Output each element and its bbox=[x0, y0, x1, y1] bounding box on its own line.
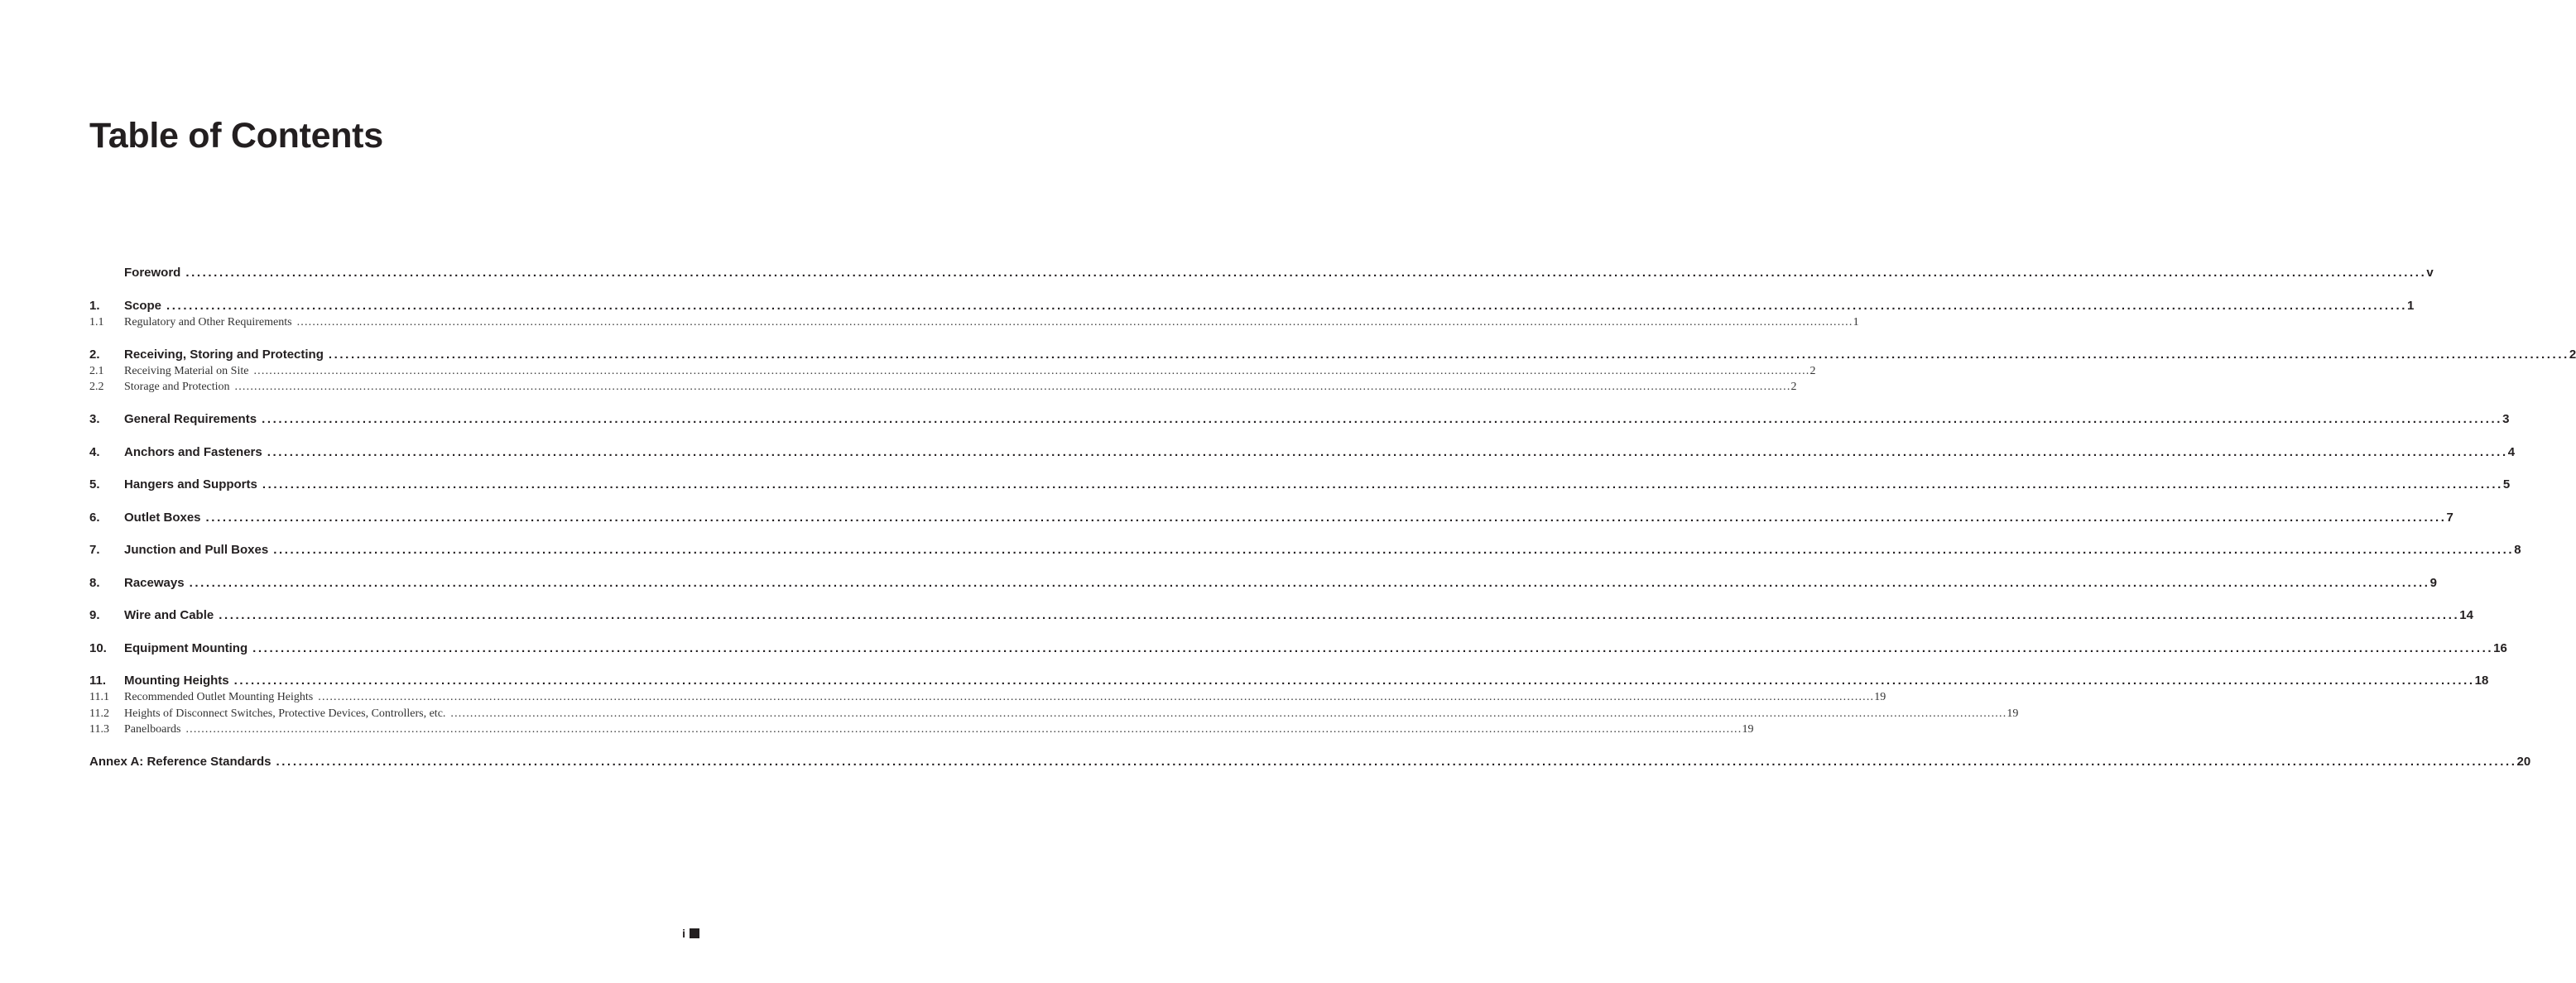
toc-entry-page: 3 bbox=[2502, 412, 2510, 426]
toc-section-entry[interactable] bbox=[89, 477, 2511, 493]
toc-entry-number: 1.1 bbox=[89, 315, 104, 328]
dot-leader: ................................................................................................................................................................................................................................................................................................................................................................................................................ bbox=[219, 608, 2460, 622]
toc-entry-page: 19 bbox=[1742, 723, 1754, 736]
dot-leader: ................................................................................................................................................................................................................................................................................................................................................................................................................ bbox=[450, 707, 2007, 720]
toc-entry-number: 2.2 bbox=[89, 381, 104, 393]
toc-subsection-entry[interactable] bbox=[89, 722, 1754, 738]
toc-entry-page: 14 bbox=[2459, 608, 2473, 622]
toc-entry-number: 11. bbox=[89, 674, 107, 688]
toc-entry-number: 11.3 bbox=[89, 723, 109, 736]
toc-entry-title: Heights of Disconnect Switches, Protective Devices, Controllers, etc. bbox=[124, 707, 446, 720]
toc-section-entry[interactable] bbox=[89, 265, 2434, 281]
toc-entry-title: Storage and Protection bbox=[124, 381, 230, 393]
toc-entry-title: Anchors and Fasteners bbox=[124, 444, 262, 459]
dot-leader: ................................................................................................................................................................................................................................................................................................................................................................................................................ bbox=[328, 347, 2569, 362]
toc-entry-page: 8 bbox=[2514, 543, 2521, 557]
dot-leader: ................................................................................................................................................................................................................................................................................................................................................................................................................ bbox=[273, 543, 2515, 557]
dot-leader: ................................................................................................................................................................................................................................................................................................................................................................................................................ bbox=[185, 266, 2427, 280]
dot-leader: ................................................................................................................................................................................................................................................................................................................................................................................................................ bbox=[233, 674, 2475, 688]
toc-entry-page: 1 bbox=[2407, 298, 2415, 313]
toc-entry-title: Receiving Material on Site bbox=[124, 364, 249, 377]
toc-entry-page: v bbox=[2426, 266, 2434, 280]
toc-entry-page: 19 bbox=[1874, 691, 1886, 703]
table-of-contents bbox=[89, 265, 2576, 770]
toc-entry-title: Scope bbox=[124, 298, 162, 313]
toc-entry-page: 2 bbox=[2569, 347, 2576, 362]
toc-entry-page: 9 bbox=[2429, 575, 2437, 590]
toc-entry-page: 16 bbox=[2493, 640, 2507, 655]
toc-entry-number: 10. bbox=[89, 640, 107, 655]
toc-subsection-entry[interactable] bbox=[89, 379, 1797, 396]
toc-entry-title: Annex A: Reference Standards bbox=[89, 755, 272, 769]
toc-section-entry[interactable] bbox=[89, 607, 2473, 624]
toc-entry-number: 7. bbox=[89, 543, 100, 557]
toc-entry-page: 2 bbox=[1790, 381, 1797, 393]
toc-entry-title: Mounting Heights bbox=[124, 674, 229, 688]
page-footer bbox=[682, 927, 699, 940]
dot-leader: ................................................................................................................................................................................................................................................................................................................................................................................................................ bbox=[252, 640, 2494, 655]
toc-subsection-entry[interactable] bbox=[89, 689, 1886, 706]
toc-entry-title: Receiving, Storing and Protecting bbox=[124, 347, 324, 362]
toc-entry-number: 2.1 bbox=[89, 364, 104, 377]
toc-entry-page: 19 bbox=[2006, 707, 2019, 720]
dot-leader: ................................................................................................................................................................................................................................................................................................................................................................................................................ bbox=[318, 691, 1875, 703]
toc-entry-number: 4. bbox=[89, 444, 100, 459]
toc-subsection-entry[interactable] bbox=[89, 363, 1816, 380]
toc-entry-title: General Requirements bbox=[124, 412, 257, 426]
toc-section-entry[interactable] bbox=[89, 640, 2507, 657]
toc-section-entry[interactable] bbox=[89, 347, 2576, 363]
toc-entry-title: Equipment Mounting bbox=[124, 640, 248, 655]
toc-entry-title: Hangers and Supports bbox=[124, 477, 257, 492]
dot-leader: ................................................................................................................................................................................................................................................................................................................................................................................................................ bbox=[262, 412, 2503, 426]
toc-section-entry[interactable] bbox=[89, 542, 2521, 559]
toc-annex-entry[interactable] bbox=[89, 754, 2531, 770]
toc-section-entry[interactable] bbox=[89, 575, 2437, 592]
dot-leader: ................................................................................................................................................................................................................................................................................................................................................................................................................ bbox=[185, 723, 1742, 736]
square-bullet-icon bbox=[690, 928, 699, 938]
toc-entry-page: 5 bbox=[2502, 477, 2511, 492]
page-title: Table of Contents bbox=[89, 116, 383, 156]
toc-section-entry[interactable] bbox=[89, 673, 2489, 689]
toc-entry-number: 11.1 bbox=[89, 691, 109, 703]
toc-entry-number: 2. bbox=[89, 347, 100, 362]
toc-entry-page: 18 bbox=[2474, 674, 2489, 688]
toc-entry-page: 1 bbox=[1853, 315, 1859, 328]
toc-entry-number: 6. bbox=[89, 510, 100, 525]
toc-entry-number: 5. bbox=[89, 477, 100, 492]
toc-entry-title: Wire and Cable bbox=[124, 608, 214, 622]
dot-leader: ................................................................................................................................................................................................................................................................................................................................................................................................................ bbox=[189, 575, 2430, 590]
dot-leader: ................................................................................................................................................................................................................................................................................................................................................................................................................ bbox=[205, 510, 2447, 525]
toc-entry-title: Outlet Boxes bbox=[124, 510, 201, 525]
dot-leader: ................................................................................................................................................................................................................................................................................................................................................................................................................ bbox=[166, 298, 2408, 313]
dot-leader: ................................................................................................................................................................................................................................................................................................................................................................................................................ bbox=[276, 755, 2517, 769]
toc-entry-title: Foreword bbox=[124, 266, 181, 280]
toc-subsection-entry[interactable] bbox=[89, 314, 1859, 331]
footer-page-number: i bbox=[682, 927, 685, 940]
toc-entry-page: 4 bbox=[2507, 444, 2516, 459]
toc-section-entry[interactable] bbox=[89, 411, 2510, 428]
toc-entry-page: 20 bbox=[2516, 755, 2531, 769]
dot-leader: ................................................................................................................................................................................................................................................................................................................................................................................................................ bbox=[267, 444, 2508, 459]
toc-entry-number: 9. bbox=[89, 608, 100, 622]
toc-entry-page: 7 bbox=[2446, 510, 2453, 525]
toc-entry-page: 2 bbox=[1809, 364, 1816, 377]
dot-leader: ................................................................................................................................................................................................................................................................................................................................................................................................................ bbox=[296, 315, 1853, 328]
toc-section-entry[interactable] bbox=[89, 298, 2415, 314]
toc-entry-number: 3. bbox=[89, 412, 100, 426]
dot-leader: ................................................................................................................................................................................................................................................................................................................................................................................................................ bbox=[253, 364, 1810, 377]
toc-entry-number: 1. bbox=[89, 298, 100, 313]
toc-entry-title: Regulatory and Other Requirements bbox=[124, 315, 292, 328]
dot-leader: ................................................................................................................................................................................................................................................................................................................................................................................................................ bbox=[234, 381, 1791, 393]
toc-entry-number: 11.2 bbox=[89, 707, 109, 720]
toc-entry-title: Junction and Pull Boxes bbox=[124, 543, 269, 557]
toc-entry-title: Panelboards bbox=[124, 723, 181, 736]
toc-section-entry[interactable] bbox=[89, 510, 2453, 526]
toc-entry-title: Recommended Outlet Mounting Heights bbox=[124, 691, 314, 703]
toc-entry-number: 8. bbox=[89, 575, 100, 590]
toc-section-entry[interactable] bbox=[89, 444, 2516, 461]
toc-entry-title: Raceways bbox=[124, 575, 185, 590]
toc-subsection-entry[interactable] bbox=[89, 706, 2019, 722]
dot-leader: ................................................................................................................................................................................................................................................................................................................................................................................................................ bbox=[262, 477, 2503, 492]
